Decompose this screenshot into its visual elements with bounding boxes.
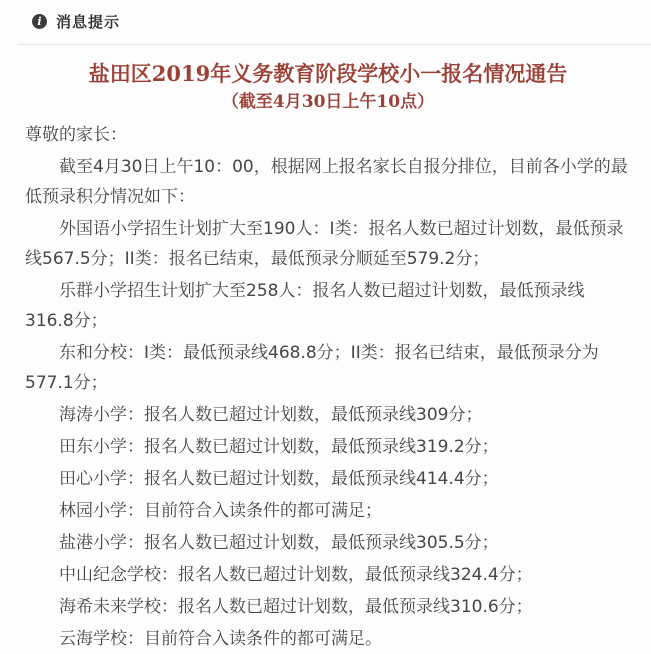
- notice-paragraph: 截至4月30日上午10：00，根据网上报名家长自报分排位，目前各小学的最低预录积分情况如下：: [25, 157, 628, 207]
- salutation: 尊敬的家长：: [25, 125, 127, 145]
- notice-paragraph: 林园小学：目前符合入读条件的都可满足；: [59, 501, 382, 521]
- notice-paragraph: 田东小学：报名人数已超过计划数，最低预录线319.2分；: [59, 437, 499, 457]
- notice-paragraph: 云海学校：目前符合入读条件的都可满足。: [59, 629, 382, 649]
- notice-paragraph: 海希未来学校：报名人数已超过计划数，最低预录线310.6分；: [59, 597, 533, 617]
- notice-paragraph: 田心小学：报名人数已超过计划数，最低预录线414.4分；: [59, 469, 499, 489]
- notice-paragraph: 中山纪念学校：报名人数已超过计划数，最低预录线324.4分；: [59, 565, 533, 585]
- notice-paragraph: 海涛小学：报名人数已超过计划数，最低预录线309分；: [59, 405, 483, 425]
- notice-body: [25, 120, 631, 654]
- header-bar: [0, 0, 651, 41]
- header-title: 消息提示: [56, 13, 121, 31]
- info-icon: i: [32, 14, 47, 29]
- notice-document: [0, 45, 651, 654]
- notice-paragraph: 外国语小学招生计划扩大至190人：I类：报名人数已超过计划数，最低预录线567.5分；II类：报名已结束，最低预录分顺延至579.2分；: [25, 219, 624, 269]
- notice-paragraph: 东和分校：I类：最低预录线468.8分；II类：报名已结束，最低预录分为577.1分；: [25, 343, 599, 393]
- notice-paragraph: 乐群小学招生计划扩大至258人：报名人数已超过计划数，最低预录线316.8分；: [25, 281, 585, 331]
- notice-paragraph: 盐港小学：报名人数已超过计划数，最低预录线305.5分；: [59, 533, 499, 553]
- notice-title: 盐田区2019年义务教育阶段学校小一报名情况通告: [88, 61, 568, 86]
- notice-subtitle: （截至4月30日上午10点）: [221, 92, 435, 112]
